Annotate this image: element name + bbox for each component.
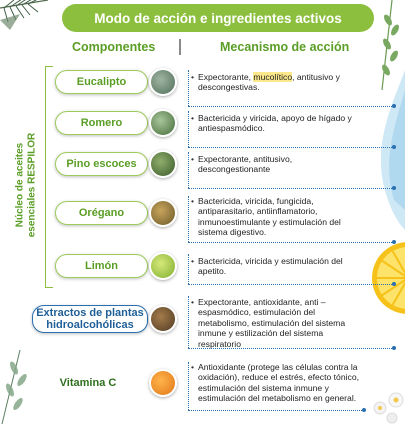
rosemary-image [149, 109, 177, 137]
essential-oils-group-label [6, 115, 46, 255]
desc-text: , antitusivo y descongestivas. [198, 72, 340, 93]
desc-text: Expectorante, antioxidante, anti – espasmódico, estimulación del metabolismo, estimulación del sistema inmune y estilización del sistema respiratorio [198, 297, 346, 349]
mechanism-romero [191, 113, 366, 134]
connector-end [392, 186, 396, 190]
mechanism-vitamina-c [191, 362, 366, 404]
mechanism-eucalipto [191, 72, 366, 93]
bullet: • [191, 256, 195, 266]
connector-vertical [188, 254, 189, 284]
desc-text: Antioxidante (protege las células contra la oxidación), reduce el estrés, efecto tónico, estimulación del sistema inmune y estimulación del metabolismo en general. [198, 362, 359, 404]
lavender-sprig-top-right [378, 0, 405, 90]
bullet: • [191, 297, 195, 307]
component-romero: Romero [55, 111, 148, 135]
bullet: • [191, 196, 195, 206]
component-eucalipto: Eucalipto [55, 70, 148, 94]
bullet: • [191, 113, 195, 123]
header-divider [179, 39, 181, 55]
eucalyptus-image [149, 68, 177, 96]
connector-vertical [188, 296, 189, 348]
water-drop-decoration [360, 70, 405, 230]
mechanism-pino-escoces [191, 154, 366, 175]
flowers-decoration-bottom-right [366, 388, 405, 424]
orange-image [149, 369, 177, 397]
pine-image [149, 150, 177, 178]
bullet: • [191, 72, 195, 82]
plant-extract-image [149, 305, 177, 333]
connector-vertical [188, 152, 189, 188]
component-plant-extracts [32, 305, 148, 333]
connector-horizontal [188, 410, 364, 411]
connector-end [362, 408, 366, 412]
desc-text: Bactericida, viricida, fungicida, antiparasitario, antiinflamatorio, inmunoestimulante y estimulación del sistema digestivo. [198, 196, 341, 238]
connector-vertical [188, 70, 189, 106]
connector-horizontal [188, 242, 394, 243]
components-header: Componentes [72, 40, 156, 54]
lime-image [149, 252, 177, 280]
connector-horizontal [188, 188, 394, 189]
component-vitamina-c: Vitamina C [48, 371, 128, 395]
connector-end [392, 346, 396, 350]
bullet: • [191, 362, 195, 372]
component-name-line2: hidroalcohólicas [46, 319, 134, 331]
connector-end [392, 104, 396, 108]
component-name-line1: Extractos de plantas [36, 307, 144, 319]
mechanism-oregano [191, 196, 366, 238]
group-label-line1: Núcleo de aceites [14, 142, 25, 228]
connector-end [392, 282, 396, 286]
connector-horizontal [188, 147, 394, 148]
lemon-slice-decoration [368, 238, 405, 318]
mechanism-limon [191, 256, 366, 277]
mechanism-plant-extracts [191, 297, 366, 349]
component-limon: Limón [55, 254, 148, 278]
bullet: • [191, 154, 195, 164]
desc-text: Expectorante, [198, 72, 254, 82]
connector-vertical [188, 362, 189, 410]
connector-vertical [188, 111, 189, 147]
desc-text: Bactericida, viricida y estimulación del apetito. [198, 256, 343, 277]
group-label-line2: esenciales RESPILOR [26, 132, 37, 238]
component-oregano: Orégano [55, 201, 148, 225]
connector-end [392, 240, 396, 244]
connector-vertical [188, 196, 189, 242]
page-title: Modo de acción e ingredientes activos [62, 4, 374, 32]
leaf-decoration-bottom-left [0, 350, 34, 424]
desc-text: Expectorante, antitusivo, descongestionante [198, 154, 293, 175]
desc-text: Bactericida y viricida, apoyo de hígado y antiespasmódico. [198, 113, 352, 134]
mechanism-header: Mecanismo de acción [220, 40, 350, 54]
group-bracket [45, 66, 53, 288]
component-pino-escoces: Pino escoces [55, 152, 148, 176]
connector-horizontal [188, 106, 394, 107]
connector-end [392, 145, 396, 149]
connector-horizontal [188, 284, 394, 285]
oregano-image [149, 199, 177, 227]
highlighted-term: mucolítico [253, 72, 293, 82]
